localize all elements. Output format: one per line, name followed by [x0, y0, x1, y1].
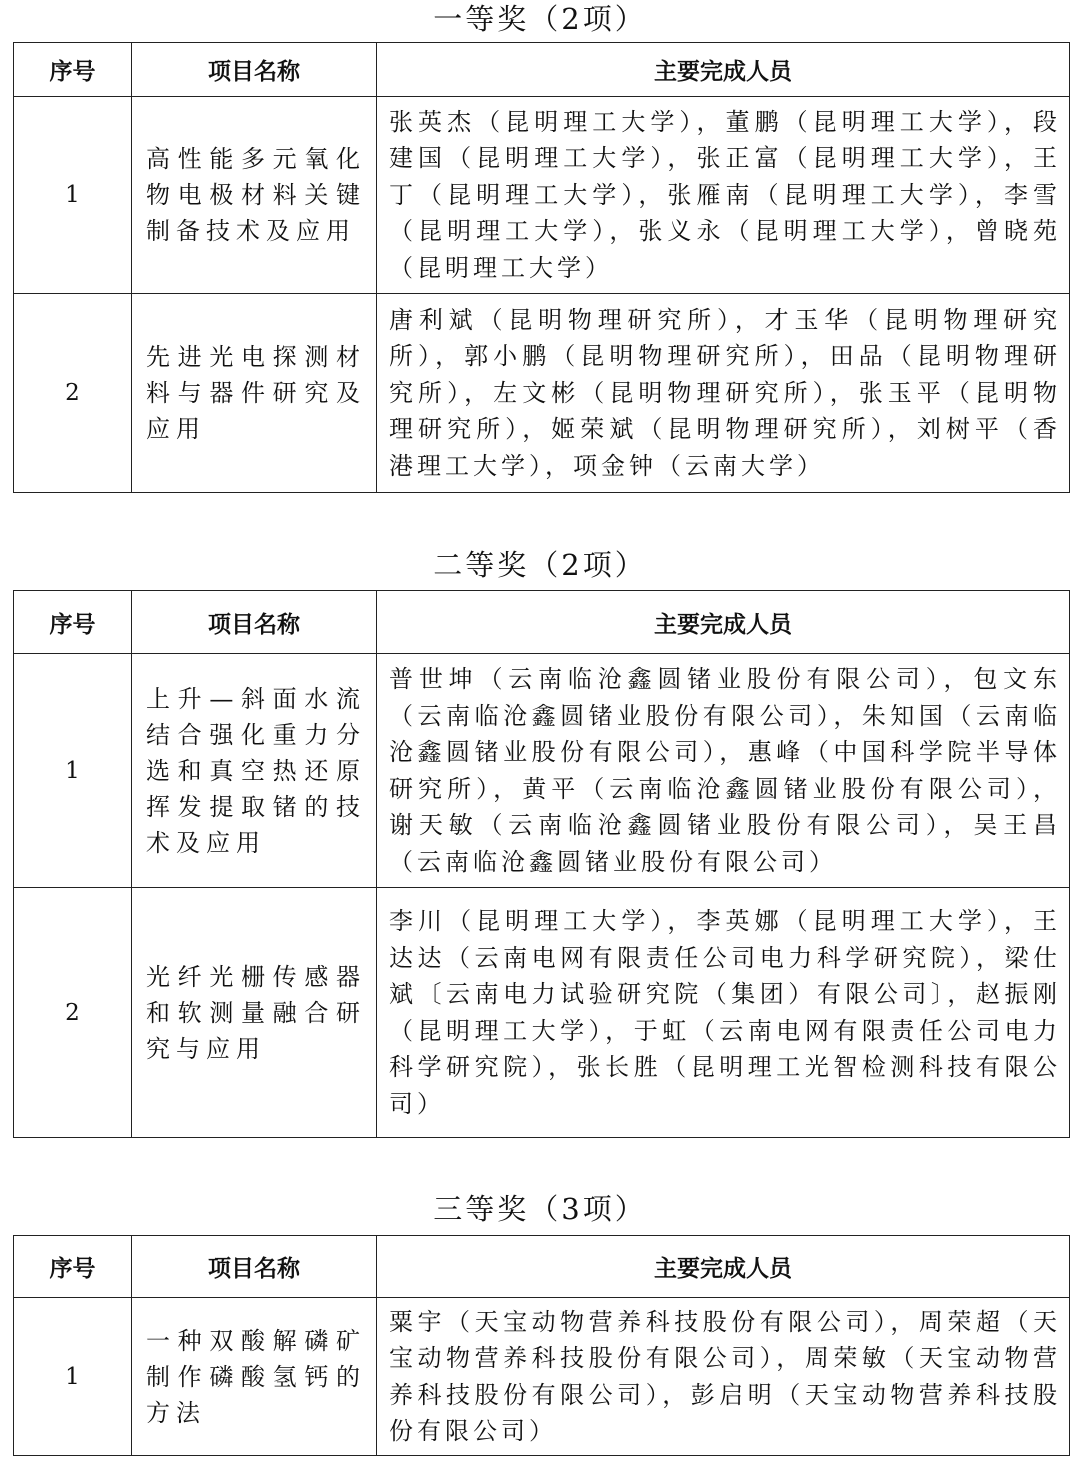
table-row: [14, 888, 1070, 1138]
row-num: 2: [14, 888, 132, 1138]
section-title-third-prize: 三等奖（3项）: [433, 1192, 647, 1226]
header-name: 项目名称: [132, 43, 377, 97]
header-name: 项目名称: [132, 591, 377, 654]
table-header-row: [14, 591, 1070, 654]
project-name: 光纤光栅传感器和软测量融合研究与应用: [132, 888, 377, 1138]
header-num: 序号: [14, 43, 132, 97]
table-row: [14, 1298, 1070, 1456]
row-num: 1: [14, 654, 132, 888]
project-name: 上升—斜面水流结合强化重力分选和真空热还原挥发提取锗的技术及应用: [132, 654, 377, 888]
row-num: 1: [14, 97, 132, 294]
table-row: [14, 654, 1070, 888]
award-table-first-prize: [13, 42, 1070, 493]
row-num: 2: [14, 294, 132, 493]
header-people: 主要完成人员: [377, 43, 1070, 97]
project-name: 先进光电探测材料与器件研究及应用: [132, 294, 377, 493]
project-people: 普世坤（云南临沧鑫圆锗业股份有限公司），包文东（云南临沧鑫圆锗业股份有限公司），朱知国（云南临沧鑫圆锗业股份有限公司），惠峰（中国科学院半导体研究所），黄平（云南临沧鑫圆锗业股份有限公司），谢天敏（云南临沧鑫圆锗业股份有限公司），吴王昌（云南临沧鑫圆锗业股份有限公司）: [377, 654, 1070, 888]
project-people: 唐利斌（昆明物理研究所），才玉华（昆明物理研究所），郭小鹏（昆明物理研究所），田品（昆明物理研究所），左文彬（昆明物理研究所），张玉平（昆明物理研究所），姬荣斌（昆明物理研究所），刘树平（香港理工大学），项金钟（云南大学）: [377, 294, 1070, 493]
project-name: 高性能多元氧化物电极材料关键制备技术及应用: [132, 97, 377, 294]
project-people: 粟宇（天宝动物营养科技股份有限公司），周荣超（天宝动物营养科技股份有限公司），周荣敏（天宝动物营养科技股份有限公司），彭启明（天宝动物营养科技股份有限公司）: [377, 1298, 1070, 1456]
header-people: 主要完成人员: [377, 1236, 1070, 1298]
table-row: [14, 294, 1070, 493]
header-people: 主要完成人员: [377, 591, 1070, 654]
row-num: 1: [14, 1298, 132, 1456]
header-num: 序号: [14, 591, 132, 654]
table-header-row: [14, 43, 1070, 97]
section-title-first-prize: 一等奖（2项）: [433, 2, 647, 36]
project-people: 李川（昆明理工大学），李英娜（昆明理工大学），王达达（云南电网有限责任公司电力科学研究院），梁仕斌〔云南电力试验研究院（集团）有限公司〕，赵振刚（昆明理工大学），于虹（云南电网有限责任公司电力科学研究院），张长胜（昆明理工光智检测科技有限公司）: [377, 888, 1070, 1138]
project-name: 一种双酸解磷矿制作磷酸氢钙的方法: [132, 1298, 377, 1456]
award-table-third-prize: [13, 1235, 1070, 1456]
table-row: [14, 97, 1070, 294]
award-table-second-prize: [13, 590, 1070, 1138]
project-people: 张英杰（昆明理工大学），董鹏（昆明理工大学），段建国（昆明理工大学），张正富（昆明理工大学），王丁（昆明理工大学），张雁南（昆明理工大学），李雪（昆明理工大学），张义永（昆明理工大学），曾晓苑（昆明理工大学）: [377, 97, 1070, 294]
table-header-row: [14, 1236, 1070, 1298]
header-num: 序号: [14, 1236, 132, 1298]
header-name: 项目名称: [132, 1236, 377, 1298]
section-title-second-prize: 二等奖（2项）: [433, 548, 647, 582]
